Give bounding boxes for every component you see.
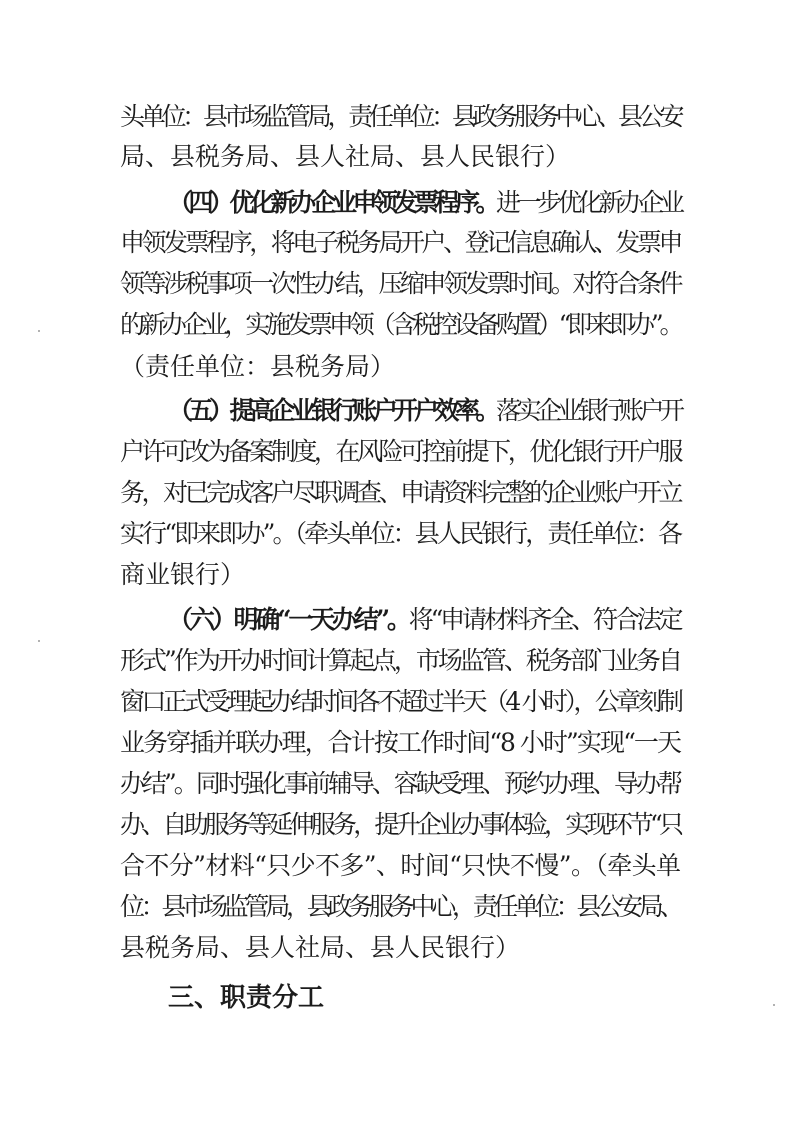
text-line: 办、自助服务等延伸服务，提升企业办事体验，实现环节“只 xyxy=(120,810,680,839)
text-line: 县税务局、县人社局、县人民银行） xyxy=(120,933,521,962)
text-line: 位：县市场监管局，县政务服务中心，责任单位：县公安局、 xyxy=(120,892,680,921)
scan-speck xyxy=(773,1004,775,1006)
paragraph-first-line xyxy=(168,600,680,640)
paragraph-heading: （四）优化新办企业申领发票程序。 xyxy=(168,188,497,217)
text-line: 户许可改为备案制度，在风险可控前提下，优化银行开户服 xyxy=(120,437,680,466)
paragraph-heading: （六）明确“一天办结”。 xyxy=(168,605,409,634)
text-run: 落实企业银行账户开 xyxy=(496,396,681,425)
text-line: 申领发票程序，将电子税务局开户、登记信息确认、发票申 xyxy=(120,228,680,257)
text-line: （责任单位：县税务局） xyxy=(120,352,396,381)
text-line: 合不分”材料“只少不多”、时间“只快不慢”。（牵头单 xyxy=(120,851,680,880)
section-heading: 三、职责分工 xyxy=(168,983,325,1013)
text-line: 商业银行） xyxy=(120,560,246,589)
text-line: 的新办企业，实施发票申领（含税控设备购置）“即来即办”。 xyxy=(120,310,680,339)
text-run: 进一步优化新办企业 xyxy=(496,188,681,217)
text-line: 形式”作为开办时间计算起点，市场监管、税务部门业务自 xyxy=(120,646,680,675)
paragraph-heading: （五）提高企业银行账户开户效率。 xyxy=(168,396,497,425)
paragraph-first-line xyxy=(168,391,680,431)
text-line: 窗口正式受理起办结时间各不超过半天（4 小时），公章刻制 xyxy=(120,687,680,716)
text-line: 办结”。同时强化事前辅导、容缺受理、预约办理、导办帮 xyxy=(120,769,680,798)
text-line: 务，对已完成客户尽职调查、申请资料完整的企业账户开立 xyxy=(120,478,680,507)
text-line: 局、县税务局、县人社局、县人民银行） xyxy=(120,142,571,171)
paragraph-first-line xyxy=(168,183,680,223)
text-line: 头单位：县市场监管局，责任单位：县政务服务中心、县公安 xyxy=(120,102,680,131)
text-run: 将“申请材料齐全、符合法定 xyxy=(408,605,680,634)
text-line: 业务穿插并联办理，合计按工作时间“8 小时”实现“一天 xyxy=(120,728,680,757)
scan-speck xyxy=(38,640,40,642)
scan-speck xyxy=(38,330,40,332)
text-line: 领等涉税事项一次性办结，压缩申领发票时间。对符合条件 xyxy=(120,269,680,298)
text-line: 实行“即来即办”。（牵头单位：县人民银行，责任单位：各 xyxy=(120,519,680,548)
